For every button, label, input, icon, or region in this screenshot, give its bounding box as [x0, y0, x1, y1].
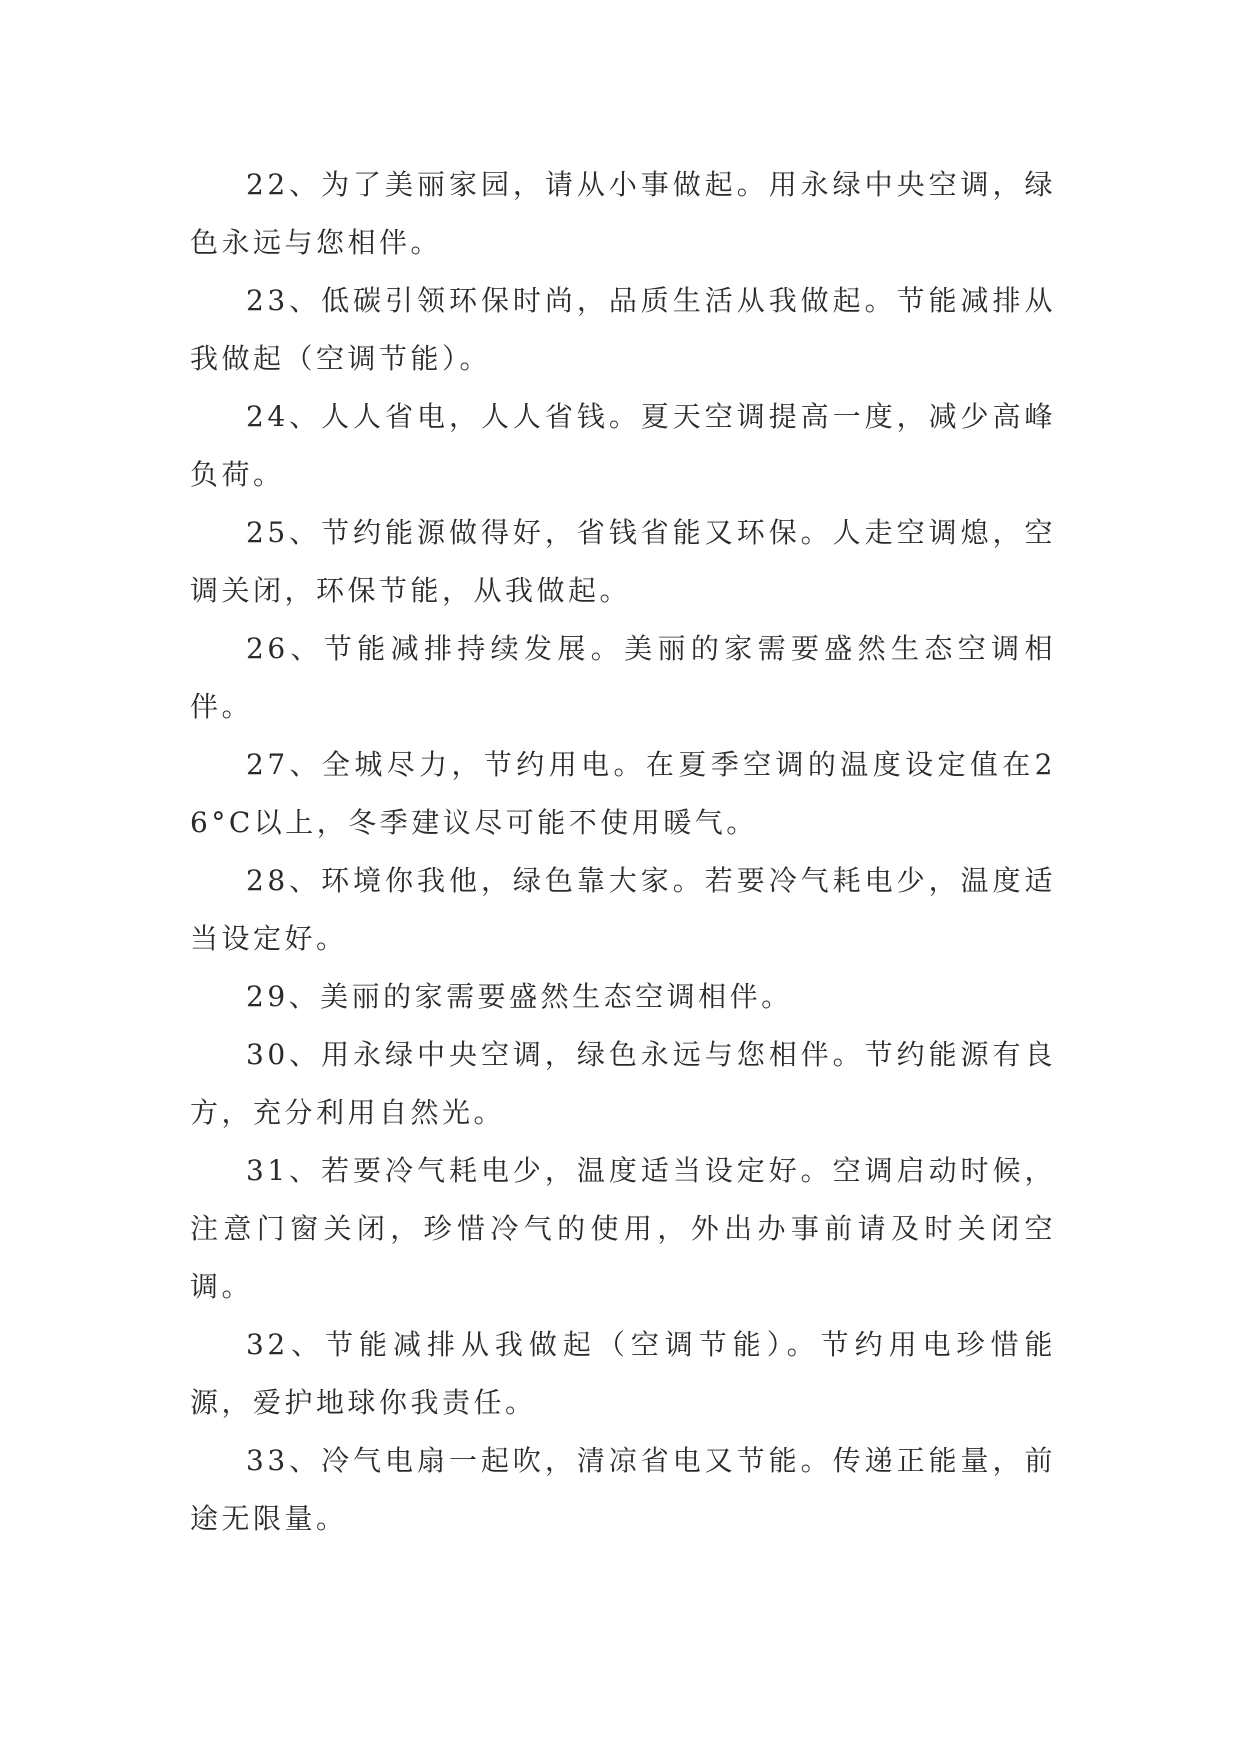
- slogan-paragraph-29: 29、美丽的家需要盛然生态空调相伴。: [246, 980, 793, 1013]
- slogan-paragraph-25: 25、节约能源做得好，省钱省能又环保。人走空调熄，空调关闭，环保节能，从我做起。: [190, 516, 1056, 607]
- document-body: [190, 156, 1056, 1548]
- slogan-paragraph-23: 23、低碳引领环保时尚，品质生活从我做起。节能减排从我做起（空调节能）。: [190, 284, 1056, 375]
- slogan-paragraph-24: 24、人人省电，人人省钱。夏天空调提高一度，减少高峰负荷。: [190, 400, 1056, 491]
- slogan-paragraph-22: 22、为了美丽家园，请从小事做起。用永绿中央空调，绿色永远与您相伴。: [190, 168, 1056, 259]
- slogan-paragraph-31: 31、若要冷气耗电少，温度适当设定好。空调启动时候，注意门窗关闭，珍惜冷气的使用，外出办事前请及时关闭空调。: [190, 1154, 1056, 1303]
- slogan-paragraph-33: 33、冷气电扇一起吹，清凉省电又节能。传递正能量，前途无限量。: [190, 1444, 1056, 1535]
- slogan-paragraph-32: 32、节能减排从我做起（空调节能）。节约用电珍惜能源，爱护地球你我责任。: [190, 1328, 1056, 1419]
- slogan-paragraph-30: 30、用永绿中央空调，绿色永远与您相伴。节约能源有良方，充分利用自然光。: [190, 1038, 1056, 1129]
- slogan-paragraph-27: 27、全城尽力，节约用电。在夏季空调的温度设定值在26°C以上，冬季建议尽可能不使用暖气。: [190, 748, 1056, 839]
- slogan-paragraph-28: 28、环境你我他，绿色靠大家。若要冷气耗电少，温度适当设定好。: [190, 864, 1056, 955]
- slogan-paragraph-26: 26、节能减排持续发展。美丽的家需要盛然生态空调相伴。: [190, 632, 1056, 723]
